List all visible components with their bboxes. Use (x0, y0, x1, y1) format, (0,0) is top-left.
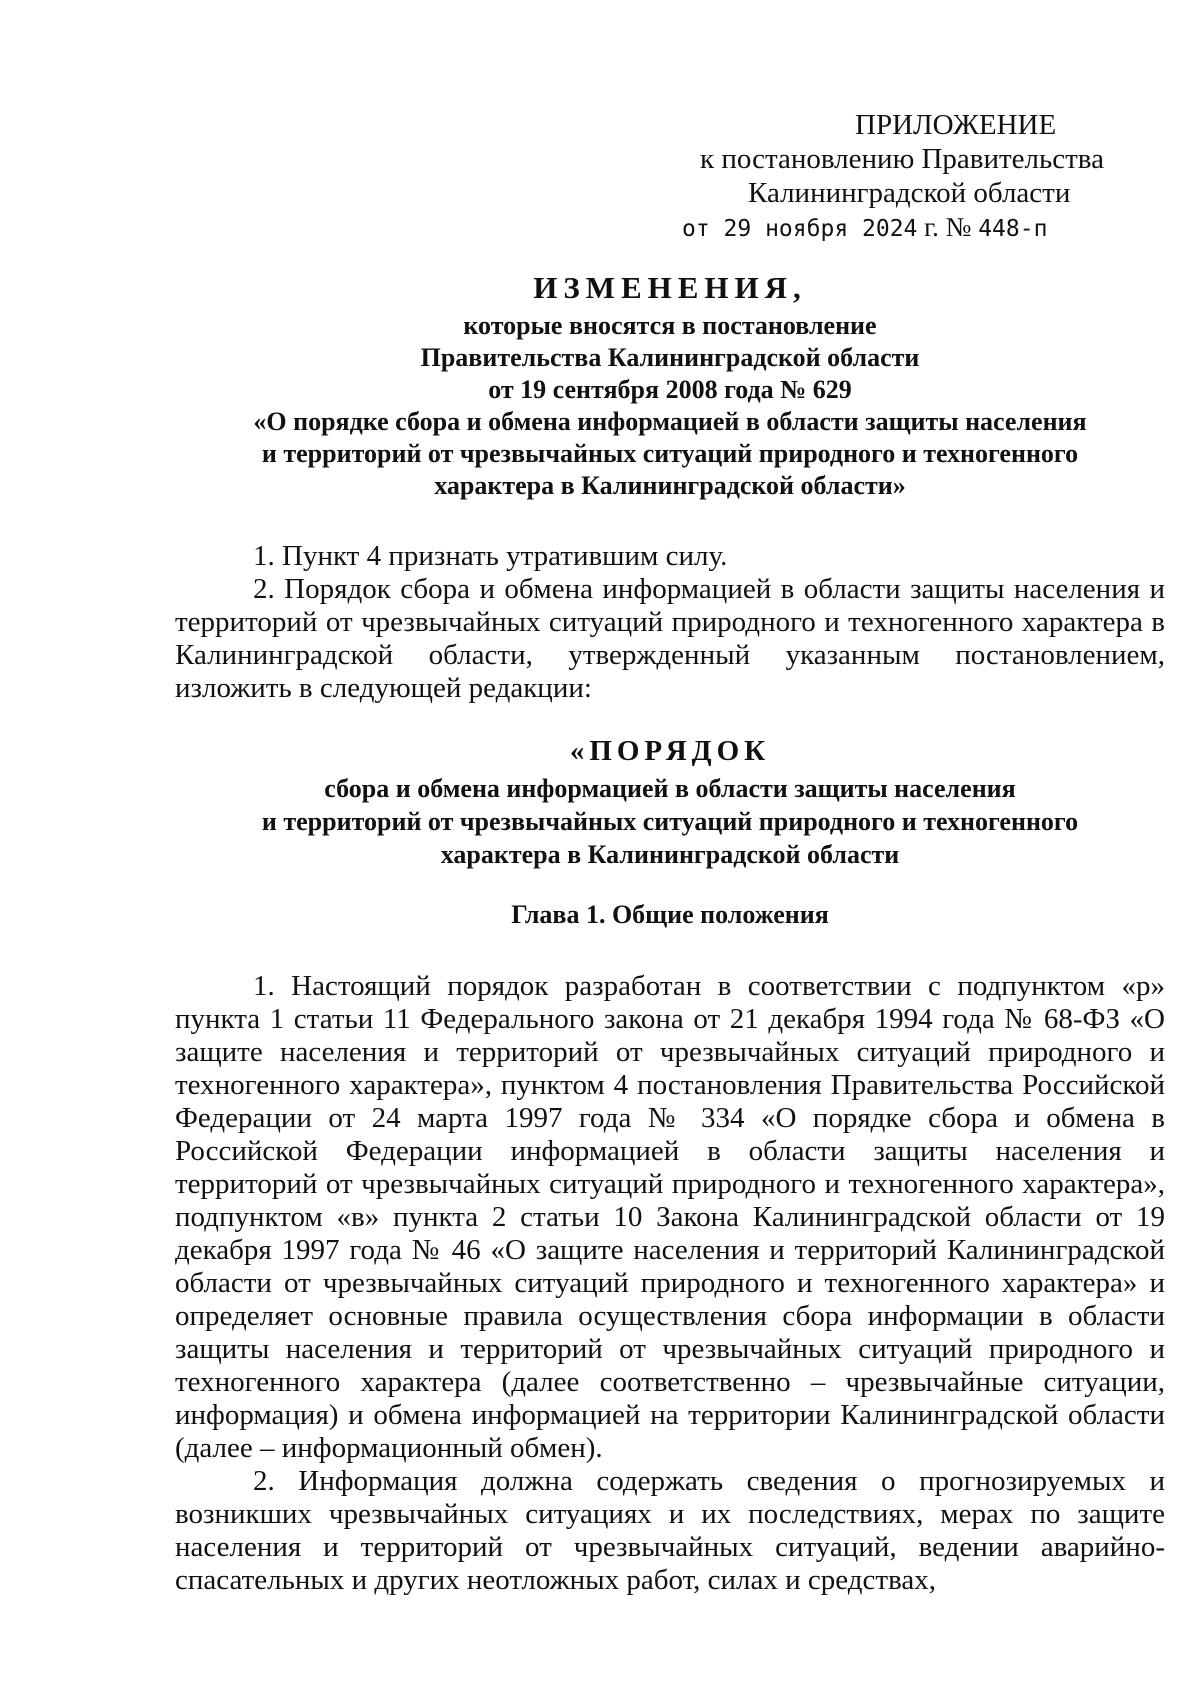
order-subtitle (175, 772, 1165, 871)
changes-subtitle-line: которые вносятся в постановление (463, 311, 877, 340)
appendix-date: от 29 ноября 2024 (682, 216, 918, 242)
changes-subtitle-line: «О порядке сбора и обмена информацией в области защиты населения (253, 407, 1087, 436)
changes-subtitle (175, 310, 1165, 502)
appendix-line-resolution: к постановлению Правительства (700, 143, 1104, 175)
appendix-number: 448-п (978, 216, 1048, 242)
intro-points (175, 540, 1165, 705)
changes-subtitle-line: и территорий от чрезвычайных ситуаций природного и техногенного (261, 439, 1079, 468)
order-subtitle-line: характера в Калининградской области (440, 840, 900, 869)
appendix-header (682, 108, 1140, 246)
order-subtitle-line: и территорий от чрезвычайных ситуаций природного и техногенного (261, 807, 1079, 836)
appendix-title: ПРИЛОЖЕНИЕ (855, 109, 1057, 141)
paragraph: 1. Настоящий порядок разработан в соответствии с подпунктом «р» пункта 1 статьи 11 Федерального закона от 21 декабря 1994 года № 68-ФЗ «О защите населения и территорий от чрезвычайных ситуаций природного и техногенного характера», пунктом 4 постановления Правительства Российской Федерации от 24 марта 1997 года № 334 «О порядке сбора и обмена в Российской Федерации информацией в области защиты населения и территорий от чрезвычайных ситуаций природного и техногенного характера», подпунктом «в» пункта 2 статьи 10 Закона Калининградской области от 19 декабря 1997 года № 46 «О защите населения и территорий Калининградской области от чрезвычайных ситуаций природного и техногенного характера» и определяет основные правила осуществления сбора информации в области защиты населения и территорий от чрезвычайных ситуаций природного и техногенного характера (далее соответственно – чрезвычайные ситуации, информация) и обмена информацией на территории Калининградской области (далее – информационный обмен). (175, 970, 1165, 1464)
changes-title: ИЗМЕНЕНИЯ, (533, 270, 807, 305)
appendix-date-number (682, 210, 1140, 246)
changes-subtitle-line: Правительства Калининградской области (420, 343, 920, 372)
order-subtitle-line: сбора и обмена информацией в области защиты населения (324, 774, 1016, 803)
main-points (175, 970, 1165, 1597)
appendix-number-sign: г. № (917, 212, 979, 242)
paragraph: 1. Пункт 4 признать утратившим силу. (253, 540, 728, 572)
changes-subtitle-line: от 19 сентября 2008 года № 629 (488, 375, 852, 404)
changes-subtitle-line: характера в Калининградской области» (434, 471, 906, 500)
paragraph: 2. Информация должна содержать сведения о прогнозируемых и возникших чрезвычайных ситуациях и их последствиях, мерах по защите населения и территорий от чрезвычайных ситуаций, ведении аварийно-спасательных и других неотложных работ, силах и средствах, (175, 1465, 1165, 1596)
chapter-heading: Глава 1. Общие положения (511, 900, 829, 929)
appendix-line-region: Калининградской области (748, 177, 1071, 209)
order-title: «ПОРЯДОК (569, 735, 771, 767)
paragraph: 2. Порядок сбора и обмена информацией в области защиты населения и территорий от чрезвычайных ситуаций природного и техногенного характера в Калининградской области, утвержденный указанным постановлением, изложить в следующей редакции: (175, 573, 1165, 704)
